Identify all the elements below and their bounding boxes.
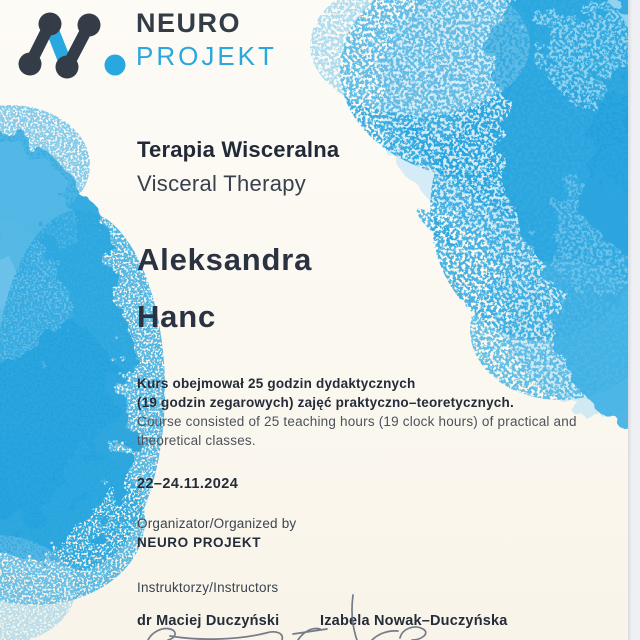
brand-name-projekt: PROJEKT [136,41,277,71]
scanned-page-edge [628,0,640,640]
organizer-name: NEURO PROJEKT [137,535,262,550]
signature-izabela-mid [372,631,398,640]
recipient-first-name: Aleksandra [137,242,313,277]
signature-maciej-tail [170,632,282,640]
signature-izabela-loop [400,627,426,640]
course-title-polish: Terapia Wisceralna [137,137,340,162]
instructors-label: Instruktorzy/Instructors [137,580,279,595]
signature-izabela-vertical-stroke [352,595,357,640]
recipient-last-name: Hanc [137,299,217,334]
description-polish-line2: (19 godzin zegarowych) zajęć praktyczno–teoretycznych. [137,395,514,410]
signature-maciej-loop [148,629,175,640]
instructor-name-1: dr Maciej Duczyński [137,613,280,629]
course-date: 22–24.11.2024 [137,476,239,492]
brand-name-neuro: NEURO [136,8,242,38]
instructor-name-2: Izabela Nowak–Duczyńska [320,613,508,629]
description-polish-line1: Kurs obejmował 25 godzin dydaktycznych [137,376,416,391]
description-english: Course consisted of 25 teaching hours (19 clock hours) of practical and theoretical classes. [137,414,577,448]
organizer-label: Organizator/Organized by [137,516,297,531]
course-title-english: Visceral Therapy [137,171,307,196]
